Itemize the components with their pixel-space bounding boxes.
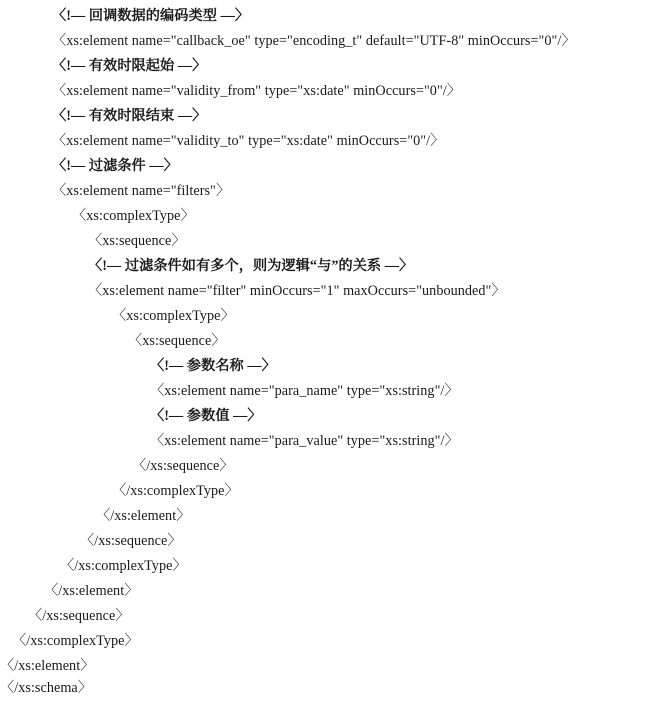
code-line: 〈xs:element name="filter" minOccurs="1" maxOccurs="unbounded"〉 xyxy=(88,283,506,299)
comment-line: 〈!— 有效时限起始 —〉 xyxy=(52,58,207,74)
code-line: 〈/xs:sequence〉 xyxy=(132,458,234,474)
comment-line: 〈!— 过滤条件 —〉 xyxy=(52,158,178,174)
code-line: 〈xs:element name="filters"〉 xyxy=(52,183,231,199)
code-line: 〈/xs:complexType〉 xyxy=(60,558,187,574)
code-line: 〈/xs:sequence〉 xyxy=(80,533,182,549)
comment-line: 〈!— 过滤条件如有多个，则为逻辑“与”的关系 —〉 xyxy=(88,258,414,274)
code-line: 〈xs:element name="para_value" type="xs:string"/〉 xyxy=(150,433,459,449)
comment-line: 〈!— 参数值 —〉 xyxy=(150,408,262,424)
code-line: 〈/xs:element〉 xyxy=(96,508,191,524)
code-line: 〈xs:sequence〉 xyxy=(128,333,226,349)
code-line: 〈/xs:schema〉 xyxy=(0,680,93,696)
code-line: 〈xs:element name="callback_oe" type="encoding_t" default="UTF-8" minOccurs="0"/〉 xyxy=(52,33,576,49)
code-line: 〈xs:element name="validity_to" type="xs:date" minOccurs="0"/〉 xyxy=(52,133,445,149)
code-line: 〈/xs:element〉 xyxy=(44,583,139,599)
comment-line: 〈!— 回调数据的编码类型 —〉 xyxy=(52,8,250,24)
comment-line: 〈!— 参数名称 —〉 xyxy=(150,358,276,374)
code-line: 〈xs:sequence〉 xyxy=(88,233,186,249)
code-line: 〈/xs:element〉 xyxy=(0,658,95,674)
code-line: 〈xs:element name="para_name" type="xs:string"/〉 xyxy=(150,383,459,399)
code-line: 〈/xs:sequence〉 xyxy=(28,608,130,624)
code-line: 〈/xs:complexType〉 xyxy=(112,483,239,499)
code-line: 〈xs:complexType〉 xyxy=(72,208,195,224)
code-line: 〈/xs:complexType〉 xyxy=(12,633,139,649)
code-line: 〈xs:element name="validity_from" type="xs:date" minOccurs="0"/〉 xyxy=(52,83,462,99)
comment-line: 〈!— 有效时限结束 —〉 xyxy=(52,108,207,124)
code-line: 〈xs:complexType〉 xyxy=(112,308,235,324)
